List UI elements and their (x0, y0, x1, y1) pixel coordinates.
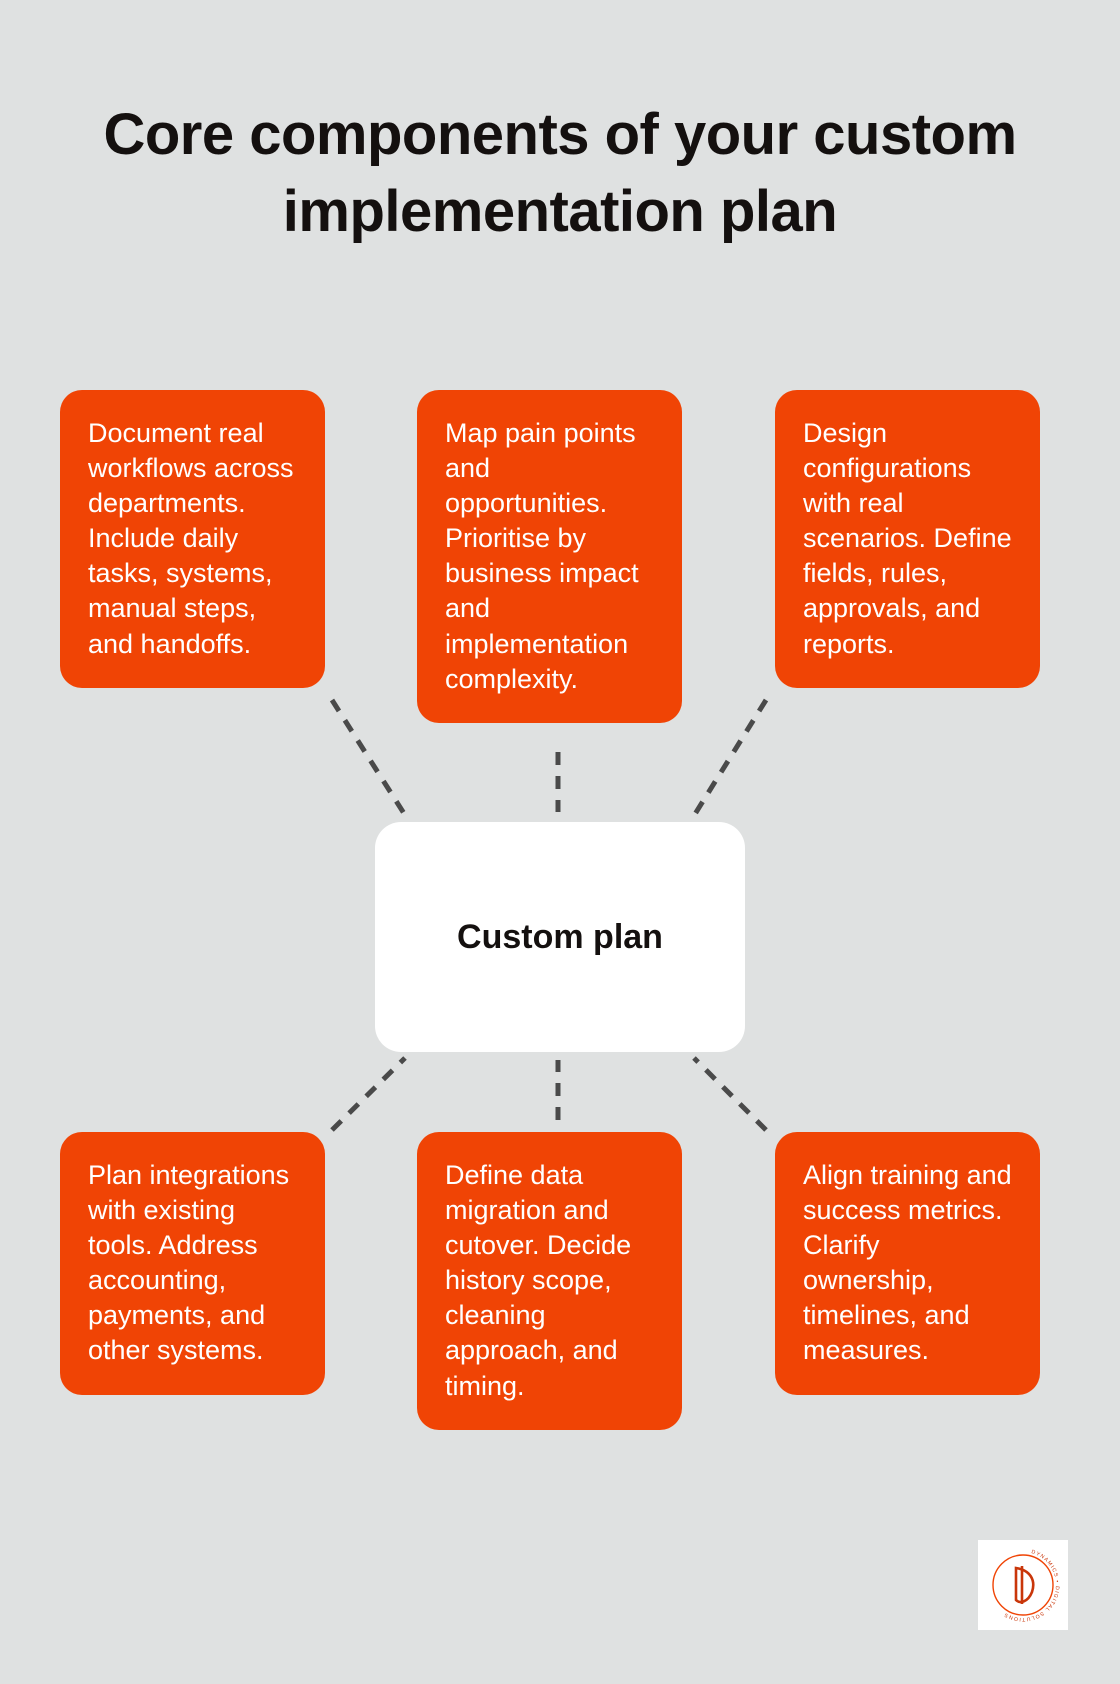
page-title: Core components of your custom implementation plan (103, 102, 1017, 245)
connector-bottom-3 (694, 1058, 766, 1130)
connector-top-3 (695, 700, 766, 814)
center-hub-label: Custom plan (457, 917, 663, 956)
center-hub (375, 822, 745, 1052)
company-logo (978, 1540, 1068, 1630)
component-card-data-migration: Define data migration and cutover. Decide history scope, cleaning approach, and timing. (417, 1132, 682, 1430)
component-card-plan-integrations: Plan integrations with existing tools. Address accounting, payments, and other systems. (60, 1132, 325, 1395)
logo-mark-icon (978, 1540, 1068, 1630)
connector-top-1 (332, 700, 405, 815)
component-card-document-workflows: Document real workflows across departments. Include daily tasks, systems, manual steps, and handoffs. (60, 390, 325, 688)
connector-bottom-1 (332, 1058, 405, 1130)
component-card-map-pain-points: Map pain points and opportunities. Prioritise by business impact and implementation complexity. (417, 390, 682, 723)
component-card-training-metrics: Align training and success metrics. Clarify ownership, timelines, and measures. (775, 1132, 1040, 1395)
component-card-design-configurations: Design configurations with real scenarios. Define fields, rules, approvals, and reports. (775, 390, 1040, 688)
svg-text:DYNAMICS • DIGITAL SOLUTIONS: DYNAMICS • DIGITAL SOLUTIONS (1002, 1549, 1061, 1623)
